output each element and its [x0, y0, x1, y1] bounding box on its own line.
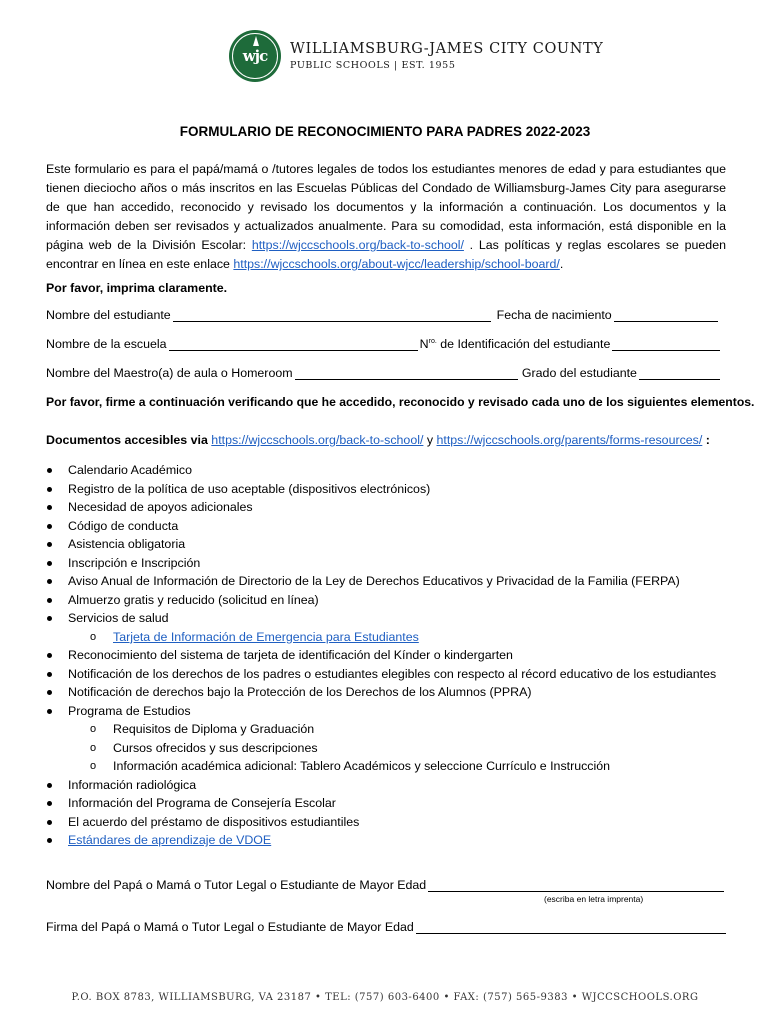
bullet-icon — [47, 487, 52, 492]
list-item — [46, 813, 716, 832]
list-item — [46, 794, 716, 813]
list-item[interactable] — [46, 831, 716, 850]
docs-back-to-school-link[interactable]: https://wjccschools.org/back-to-school/ — [211, 433, 424, 447]
logo-spire-icon — [253, 36, 259, 46]
list-item — [46, 776, 716, 795]
list-item — [46, 757, 716, 776]
list-item-label: Asistencia obligatoria — [68, 537, 186, 551]
intro-text-3: . — [559, 257, 564, 271]
list-item[interactable] — [46, 628, 716, 647]
sub-bullet-icon: o — [90, 760, 97, 772]
list-item-label: Cursos ofrecidos y sus descripciones — [113, 740, 318, 755]
bullet-icon — [47, 672, 52, 677]
bullet-icon — [47, 801, 52, 806]
list-item — [46, 665, 716, 684]
list-item-label: Calendario Académico — [68, 463, 192, 477]
list-item-label: Requisitos de Diploma y Graduación — [113, 722, 315, 736]
list-item-label: Necesidad de apoyos adicionales — [68, 500, 253, 514]
teacher-label: Nombre del Maestro(a) de aula o Homeroom — [46, 366, 293, 380]
list-item-label: Información académica adicional: Tablero Académicos y seleccione Currículo e Instrucción — [113, 759, 611, 773]
list-item-label: Inscripción e Inscripción — [68, 555, 201, 570]
student-name-label: Nombre del estudiante — [46, 308, 171, 322]
list-item — [46, 498, 716, 517]
list-item — [46, 572, 716, 591]
id-superscript: ro. — [428, 337, 437, 345]
list-item — [46, 535, 716, 554]
intro-text-2: . Las políticas y reglas escolares se pueden encontrar en línea en este enlace — [46, 238, 726, 271]
list-item-label: Notificación de derechos bajo la Protección de los Derechos de los Alumnos (PPRA) — [68, 685, 532, 699]
field-row-2 — [46, 337, 722, 351]
list-item — [46, 683, 716, 702]
intro-text-1: Este formulario es para el papá/mamá o /tutores legales de todos los estudiantes menores de edad y para estudiantes que tienen dieciocho años o más inscritos en las Escuelas Públicas del Condado de Williamsburg-James City para asegurarse de que han accedido, reconocido y revisado los documentos y la información a continuación. Los documentos y la información deben ser revisados y actualizados anualmente. Para su comodidad, esta información, está disponible en la página web de la División Escolar: — [46, 162, 726, 252]
bullet-icon — [47, 709, 52, 714]
id-label-text: de Identificación del estudiante — [436, 337, 611, 351]
guardian-signature-label: Firma del Papá o Mamá o Tutor Legal o Estudiante de Mayor Edad — [46, 920, 414, 934]
bullet-icon — [47, 653, 52, 658]
list-item — [46, 609, 716, 628]
list-item-label: Almuerzo gratis y reducido (solicitud en línea) — [68, 592, 319, 607]
birth-date-line[interactable] — [614, 309, 718, 322]
sub-bullet-icon: o — [90, 741, 97, 754]
list-item-label: Notificación de los derechos de los padres o estudiantes elegibles con respecto al récord educativo de los estudiantes — [68, 666, 717, 681]
list-item — [46, 517, 716, 536]
bullet-icon — [47, 524, 52, 529]
sign-instruction: Por favor, firme a continuación verificando que he accedido, reconocido y revisado cada uno de los siguientes elementos. — [46, 395, 755, 409]
district-name: WILLIAMSBURG-JAMES CITY COUNTY — [290, 41, 604, 57]
bullet-icon — [47, 579, 52, 584]
signature-row — [46, 920, 728, 934]
school-board-link[interactable]: https://wjccschools.org/about-wjcc/leadership/school-board/ — [233, 257, 560, 271]
docs-label: Documentos accesibles via — [46, 433, 212, 447]
docs-accessible-line — [46, 433, 710, 447]
student-name-line[interactable] — [173, 309, 491, 322]
list-item-label: Información del Programa de Consejería Escolar — [68, 796, 336, 810]
student-id-label — [420, 337, 611, 351]
guardian-name-line[interactable] — [428, 879, 724, 892]
list-item-label: Código de conducta — [68, 518, 179, 533]
bullet-icon — [47, 616, 52, 621]
list-item — [46, 480, 716, 499]
district-block — [290, 41, 603, 71]
district-subtitle: PUBLIC SCHOOLS | EST. 1955 — [290, 60, 456, 71]
docs-forms-resources-link[interactable]: https://wjccschools.org/parents/forms-resources/ — [436, 433, 703, 447]
bullet-icon — [47, 542, 52, 547]
bullet-icon — [47, 690, 52, 695]
school-name-line[interactable] — [169, 338, 418, 351]
bullet-icon — [47, 598, 52, 603]
bullet-icon — [47, 783, 52, 788]
bullet-icon — [47, 505, 52, 510]
teacher-line[interactable] — [295, 367, 518, 380]
list-item — [46, 720, 716, 739]
student-id-line[interactable] — [612, 338, 720, 351]
back-to-school-link[interactable]: https://wjccschools.org/back-to-school/ — [251, 238, 464, 252]
intro-paragraph — [46, 160, 726, 274]
print-note: (escriba en letra imprenta) — [544, 894, 644, 904]
list-item-label: Servicios de salud — [68, 611, 169, 625]
footer-address: P.O. BOX 8783, WILLIAMSBURG, VA 23187 • TEL: (757) 603-6400 • FAX: (757) 565-9383 • WJCCSCHOOLS.ORG — [71, 992, 699, 1003]
list-item — [46, 702, 716, 721]
list-item-label: Reconocimiento del sistema de tarjeta de identificación del Kínder o kindergarten — [68, 648, 513, 662]
bullet-icon — [47, 838, 52, 843]
list-item-label: El acuerdo del préstamo de dispositivos estudiantiles — [68, 814, 360, 829]
id-prefix: N — [419, 337, 429, 351]
field-row-1 — [46, 308, 722, 322]
grade-label: Grado del estudiante — [521, 366, 637, 380]
list-item-label: Registro de la política de uso aceptable (dispositivos electrónicos) — [68, 481, 431, 496]
wjcc-logo-icon — [229, 30, 281, 82]
list-item-label: Información radiológica — [68, 777, 197, 792]
list-item — [46, 646, 716, 665]
list-item-link[interactable]: Estándares de aprendizaje de VDOE — [68, 833, 272, 847]
print-clearly-note: Por favor, imprima claramente. — [46, 281, 228, 295]
name-row — [46, 878, 726, 892]
list-item — [46, 554, 716, 573]
birth-date-label: Fecha de nacimiento — [496, 308, 612, 322]
bullet-icon — [47, 820, 52, 825]
school-name-label: Nombre de la escuela — [46, 337, 167, 351]
documents-list — [46, 461, 716, 850]
list-item — [46, 591, 716, 610]
guardian-signature-line[interactable] — [416, 921, 726, 934]
guardian-name-label: Nombre del Papá o Mamá o Tutor Legal o Estudiante de Mayor Edad — [46, 878, 427, 892]
bullet-icon — [47, 561, 52, 566]
list-item — [46, 461, 716, 480]
sub-bullet-icon: o — [90, 630, 97, 643]
form-title: FORMULARIO DE RECONOCIMIENTO PARA PADRES 2022-2023 — [179, 124, 591, 139]
list-item-label: Programa de Estudios — [68, 703, 191, 718]
list-item-link[interactable]: Tarjeta de Información de Emergencia para Estudiantes — [113, 629, 419, 644]
list-item-label: Aviso Anual de Información de Directorio de la Ley de Derechos Educativos y Privacidad de la Familia (FERPA) — [68, 574, 680, 588]
docs-and: y — [423, 433, 437, 447]
letterhead — [229, 29, 603, 83]
bullet-icon — [47, 468, 52, 473]
logo-monogram: wjc — [242, 47, 268, 65]
grade-line[interactable] — [639, 367, 720, 380]
list-item — [46, 739, 716, 758]
sub-bullet-icon: o — [90, 723, 97, 735]
field-row-3 — [46, 366, 722, 380]
docs-colon: : — [702, 433, 710, 447]
